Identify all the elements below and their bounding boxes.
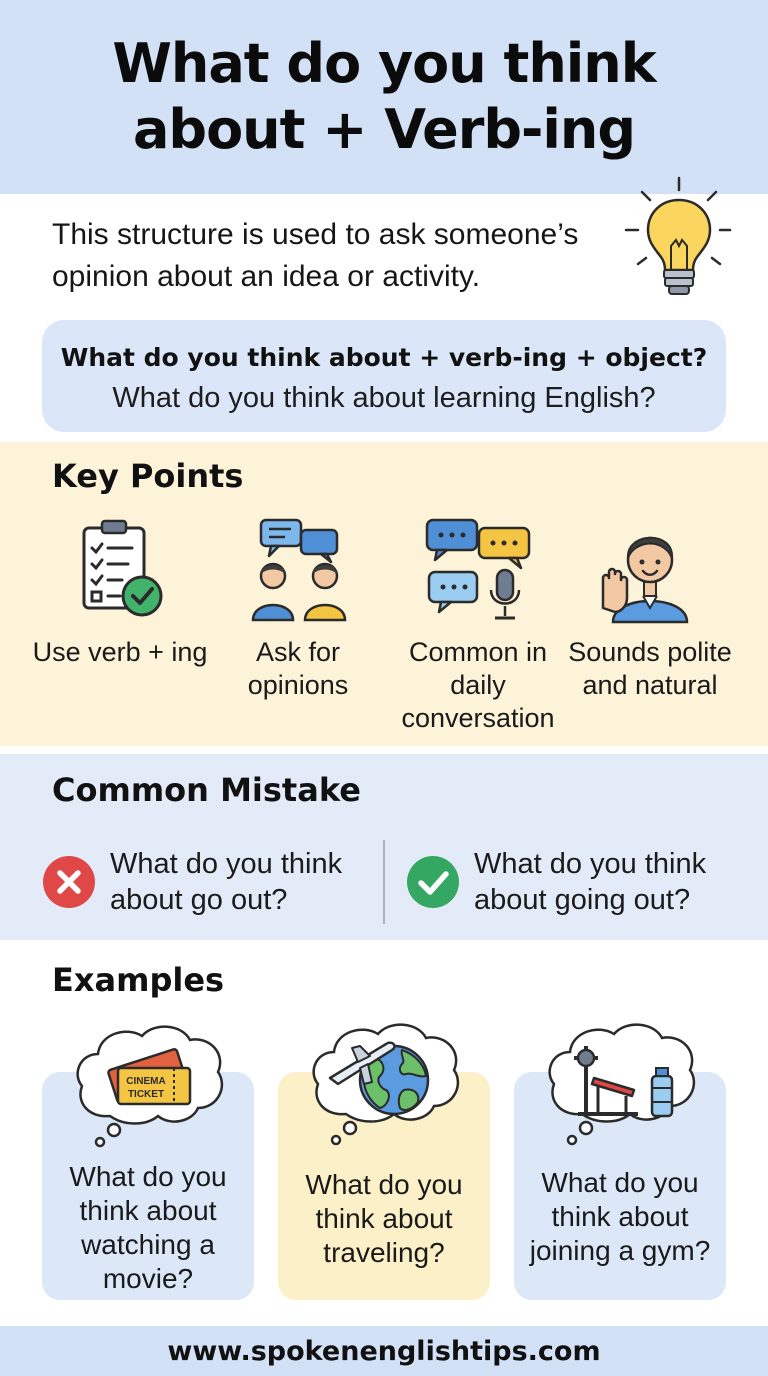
thought-bubble	[70, 1020, 230, 1148]
chat-microphone-icon	[423, 516, 533, 626]
footer	[0, 1326, 768, 1376]
key-point-2	[208, 516, 388, 702]
thought-bubble	[306, 1018, 466, 1146]
key-points-title: Key Points	[52, 457, 244, 495]
example-text: What do you think about watching a movie?	[69, 1161, 227, 1294]
key-point-label: Use verb + ing	[32, 637, 208, 667]
ticket-line-2: TICKET	[127, 1089, 165, 1100]
two-people-chat-icon	[243, 516, 353, 626]
example-text: What do you think about joining a gym?	[529, 1167, 711, 1266]
ticket-line-1: CINEMA	[126, 1076, 166, 1087]
formula-pattern: What do you think about + verb-ing + object?	[60, 343, 708, 372]
title-line-1: What do you think	[112, 32, 656, 95]
example-text: What do you think about traveling?	[305, 1169, 463, 1268]
checklist-icon	[70, 516, 170, 626]
key-point-1	[30, 516, 210, 669]
right-example	[406, 846, 706, 918]
right-text	[474, 846, 706, 918]
header	[0, 0, 768, 194]
key-point-label: Ask for opinions	[247, 637, 349, 700]
common-mistake-title: Common Mistake	[52, 771, 361, 809]
thought-bubble	[542, 1018, 702, 1146]
key-point-label: Sounds polite and natural	[568, 637, 732, 700]
wrong-text	[110, 846, 342, 918]
formula-example: What do you think about learning English?	[112, 382, 656, 414]
website-url[interactable]: www.spokenenglishtips.com	[167, 1335, 601, 1367]
key-point-label: Common in daily conversation	[401, 637, 555, 733]
right-text-line-1: What do you think	[474, 848, 707, 880]
mistake-divider	[383, 840, 385, 924]
page-title	[112, 31, 655, 163]
title-line-2: about + Verb-ing	[132, 98, 636, 161]
wrong-text-line-2: about go out?	[110, 884, 288, 916]
wrong-text-line-1: What do you think	[110, 848, 343, 880]
key-point-3	[388, 516, 568, 735]
waving-man-icon	[595, 516, 705, 626]
right-text-line-2: about going out?	[474, 884, 691, 916]
correct-check-icon	[406, 855, 460, 909]
key-point-4	[560, 516, 740, 702]
formula-box	[42, 320, 726, 432]
examples-title: Examples	[52, 961, 225, 999]
lightbulb-icon	[622, 174, 732, 300]
wrong-example	[42, 846, 342, 918]
wrong-x-icon	[42, 855, 96, 909]
intro-text: This structure is used to ask someone’s opinion about an idea or activity.	[52, 218, 579, 293]
